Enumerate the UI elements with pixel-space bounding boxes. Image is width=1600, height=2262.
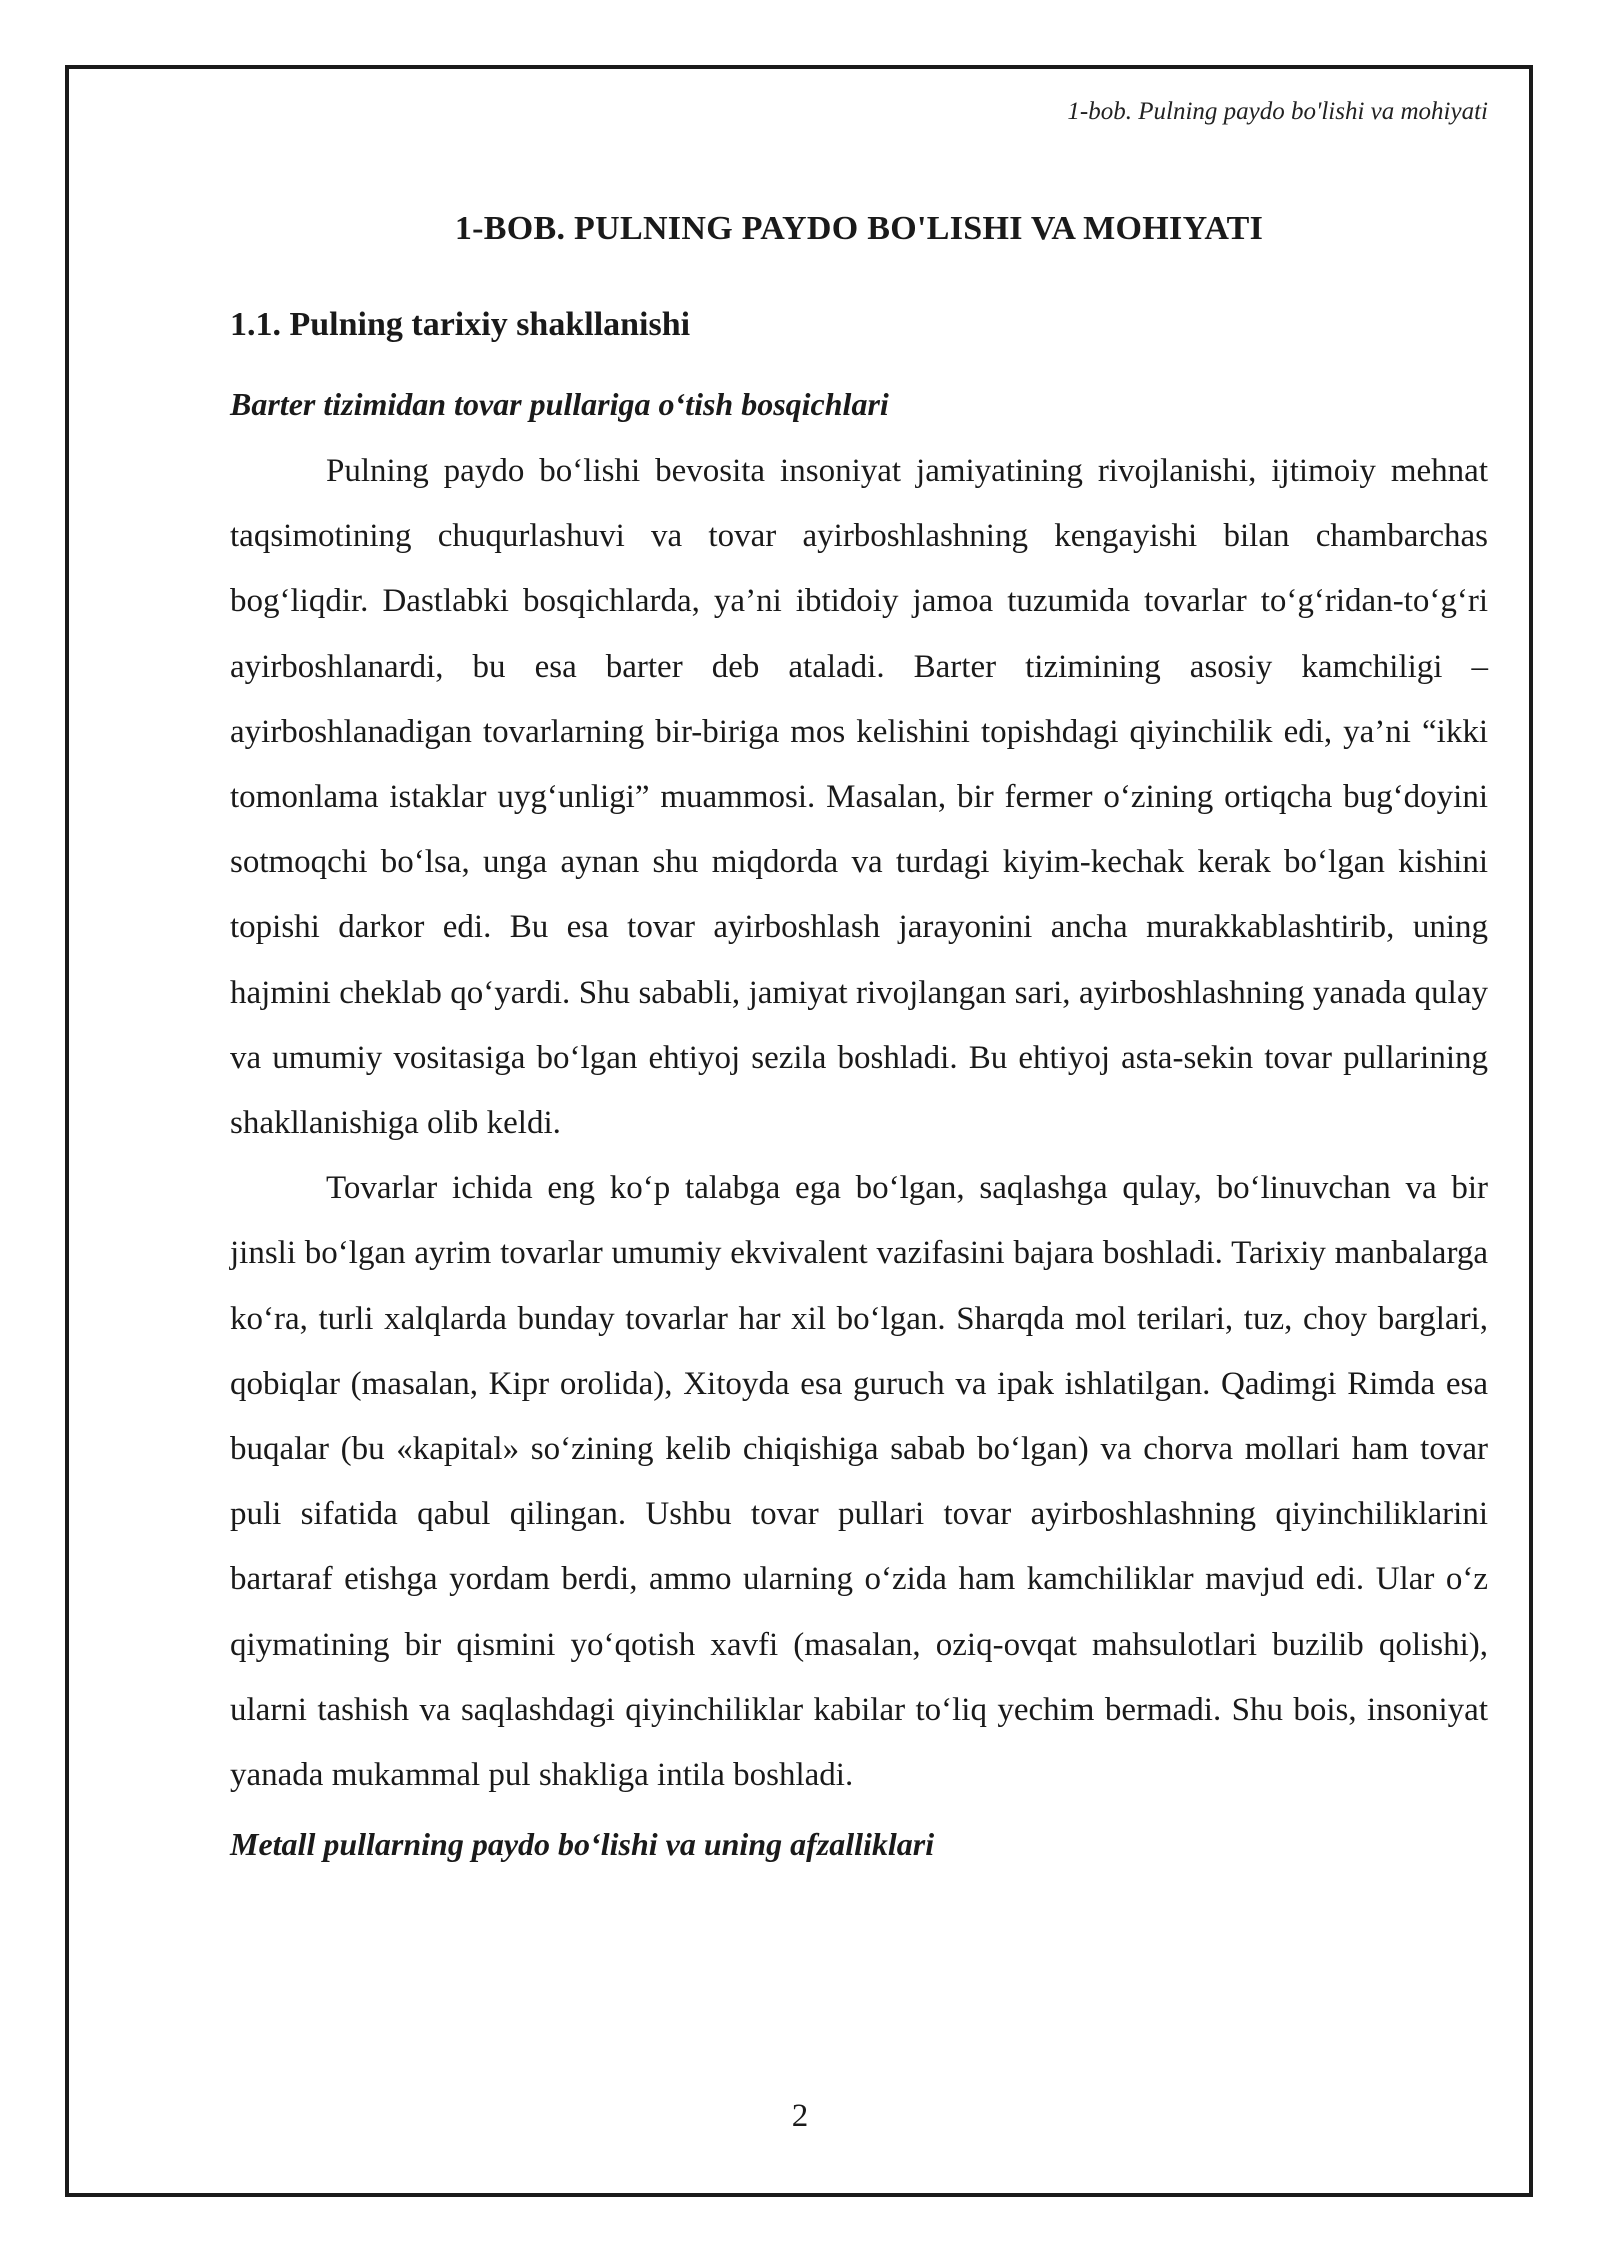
running-header: 1-bob. Pulning paydo bo'lishi va mohiyati <box>1067 98 1488 125</box>
paragraph: Tovarlar ichida eng ko‘p talabga ega bo‘lgan, saqlashga qulay, bo‘linuvchan va bir jinsli bo‘lgan ayrim tovarlar umumiy ekvivalent vazifasini bajara boshladi. Tarixiy manbalarga ko‘ra, turli xalqlarda bunday tovarlar har xil bo‘lgan. Sharqda mol terilari, tuz, choy barglari, qobiqlar (masalan, Kipr orolida), Xitoyda esa guruch va ipak ishlatilgan. Qadimgi Rimda esa buqalar (bu «kapital» so‘zining kelib chiqishiga sabab bo‘lgan) va chorva mollari ham tovar puli sifatida qabul qilingan. Ushbu tovar pullari tovar ayirboshlashning qiyinchiliklarini bartaraf etishga yordam berdi, ammo ularning o‘zida ham kamchiliklar mavjud edi. Ular o‘z qiymatining bir qismini yo‘qotish xavfi (masalan, oziq-ovqat mahsulotlari buzilib qolishi), ularni tashish va saqlashdagi qiyinchiliklar kabilar to‘liq yechim bermadi. Shu bois, insoniyat yanada mukammal pul shakliga intila boshladi. <box>230 1170 1488 1794</box>
paragraph: Pulning paydo bo‘lishi bevosita insoniyat jamiyatining rivojlanishi, ijtimoiy mehnat taqsimotining chuqurlashuvi va tovar ayirboshlashning kengayishi bilan chambarchas bog‘liqdir. Dastlabki bosqichlarda, ya’ni ibtidoiy jamoa tuzumida tovarlar to‘g‘ridan-to‘g‘ri ayirboshlanardi, bu esa barter deb ataladi. Barter tizimining asosiy kamchiligi – ayirboshlanadigan tovarlarning bir-biriga mos kelishini topishdagi qiyinchilik edi, ya’ni “ikki tomonlama istaklar uyg‘unligi” muammosi. Masalan, bir fermer o‘zining ortiqcha bug‘doyini sotmoqchi bo‘lsa, unga aynan shu miqdorda va turdagi kiyim-kechak kerak bo‘lgan kishini topishi darkor edi. Bu esa tovar ayirboshlash jarayonini ancha murakkablashtirib, uning hajmini cheklab qo‘yardi. Shu sababli, jamiyat rivojlangan sari, ayirboshlashning yanada qulay va umumiy vositasiga bo‘lgan ehtiyoj sezila boshladi. Bu ehtiyoj asta-sekin tovar pullarining shakllanishiga olib keldi. <box>230 453 1488 1142</box>
section-title: 1.1. Pulning tarixiy shakllanishi <box>230 306 691 343</box>
page-number: 2 <box>791 2098 809 2134</box>
subsection-title-metal: Metall pullarning paydo bo‘lishi va uning afzalliklari <box>230 1826 935 1863</box>
page-content <box>230 210 1488 1879</box>
chapter-title: 1-BOB. PULNING PAYDO BO'LISHI VA MOHIYATI <box>454 210 1264 247</box>
subsection-title-barter: Barter tizimidan tovar pullariga o‘tish bosqichlari <box>230 386 889 422</box>
